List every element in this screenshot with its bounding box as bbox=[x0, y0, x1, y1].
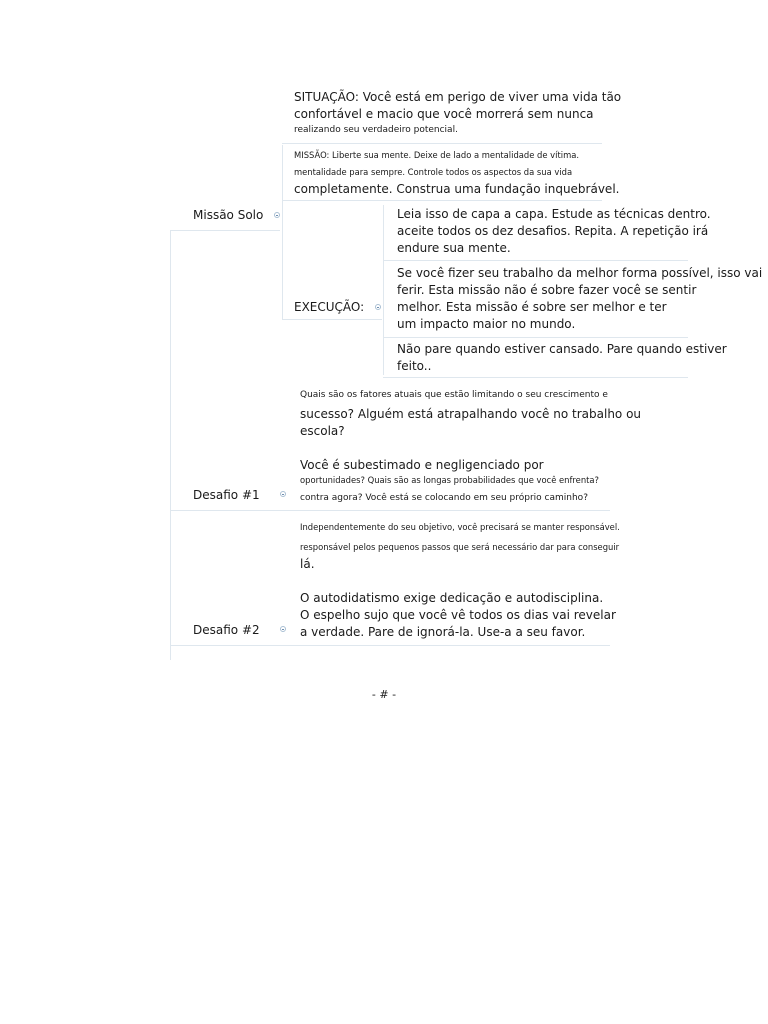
desafio1-line-5: oportunidades? Quais são as longas probabilidades que você enfrenta? bbox=[300, 475, 599, 485]
exec-item1-line-2: aceite todos os dez desafios. Repita. A repetição irá bbox=[397, 224, 709, 238]
desafio2-line-4: O autodidatismo exige dedicação e autodisciplina. bbox=[300, 591, 604, 605]
exec-item3-line-1: Não pare quando estiver cansado. Pare quando estiver bbox=[397, 342, 727, 356]
situacao-line-2: confortável e macio que você morrerá sem nunca bbox=[294, 107, 594, 121]
missao-underline bbox=[282, 200, 602, 201]
execucao-children-line bbox=[383, 205, 384, 375]
exec-item2-line-3: melhor. Esta missão é sobre ser melhor e ter bbox=[397, 300, 667, 314]
collapse-desafio1-icon[interactable] bbox=[280, 491, 286, 497]
node-execucao[interactable]: EXECUÇÃO: bbox=[294, 300, 365, 314]
situacao-underline bbox=[282, 143, 602, 144]
node-missao-solo[interactable]: Missão Solo bbox=[193, 208, 264, 222]
exec-item2-line-1: Se você fizer seu trabalho da melhor forma possível, isso vai bbox=[397, 266, 763, 280]
exec-item1-line-1: Leia isso de capa a capa. Estude as técnicas dentro. bbox=[397, 207, 711, 221]
node-desafio1[interactable]: Desafio #1 bbox=[193, 488, 260, 502]
branch-line-missao bbox=[170, 230, 280, 231]
collapse-missao-icon[interactable] bbox=[274, 212, 280, 218]
collapse-desafio2-icon[interactable] bbox=[280, 626, 286, 632]
exec-item2-line-4: um impacto maior no mundo. bbox=[397, 317, 576, 331]
exec-item1-line-3: endure sua mente. bbox=[397, 241, 511, 255]
exec-item3-line-2: feito.. bbox=[397, 359, 432, 373]
root-branch-line bbox=[170, 230, 171, 660]
desafio2-line-5: O espelho sujo que você vê todos os dias vai revelar bbox=[300, 608, 616, 622]
desafio1-line-2: sucesso? Alguém está atrapalhando você no trabalho ou bbox=[300, 407, 642, 421]
missao-line-3: completamente. Construa uma fundação inquebrável. bbox=[294, 182, 620, 196]
branch-line-desafio1 bbox=[170, 510, 610, 511]
exec-item2-line bbox=[383, 337, 688, 338]
desafio1-line-6: contra agora? Você está se colocando em seu próprio caminho? bbox=[300, 493, 588, 503]
missao-children-line bbox=[282, 145, 283, 320]
page-footer: - # - bbox=[371, 688, 397, 701]
collapse-execucao-icon[interactable] bbox=[375, 304, 381, 310]
exec-item3-line bbox=[383, 377, 688, 378]
desafio1-line-4: Você é subestimado e negligenciado por bbox=[300, 458, 544, 472]
desafio2-line-2: responsável pelos pequenos passos que será necessário dar para conseguir bbox=[300, 542, 620, 552]
desafio2-line-6: a verdade. Pare de ignorá-la. Use-a a seu favor. bbox=[300, 625, 586, 639]
situacao-line-1: SITUAÇÃO: Você está em perigo de viver uma vida tão bbox=[294, 90, 622, 104]
desafio2-line-3: lá. bbox=[300, 557, 315, 571]
exec-item1-line bbox=[383, 260, 688, 261]
desafio2-line-1: Independentemente do seu objetivo, você precisará se manter responsável. bbox=[300, 522, 620, 532]
node-desafio2[interactable]: Desafio #2 bbox=[193, 623, 260, 637]
desafio1-line-3: escola? bbox=[300, 424, 345, 438]
execucao-underline bbox=[282, 319, 382, 320]
exec-item2-line-2: ferir. Esta missão não é sobre fazer você se sentir bbox=[397, 283, 697, 297]
branch-line-desafio2 bbox=[170, 645, 610, 646]
desafio1-line-1: Quais são os fatores atuais que estão limitando o seu crescimento e bbox=[300, 390, 608, 400]
missao-line-1: MISSÃO: Liberte sua mente. Deixe de lado a mentalidade de vítima. bbox=[294, 150, 580, 160]
missao-line-2: mentalidade para sempre. Controle todos os aspectos da sua vida bbox=[294, 167, 573, 177]
situacao-line-3: realizando seu verdadeiro potencial. bbox=[294, 125, 458, 135]
